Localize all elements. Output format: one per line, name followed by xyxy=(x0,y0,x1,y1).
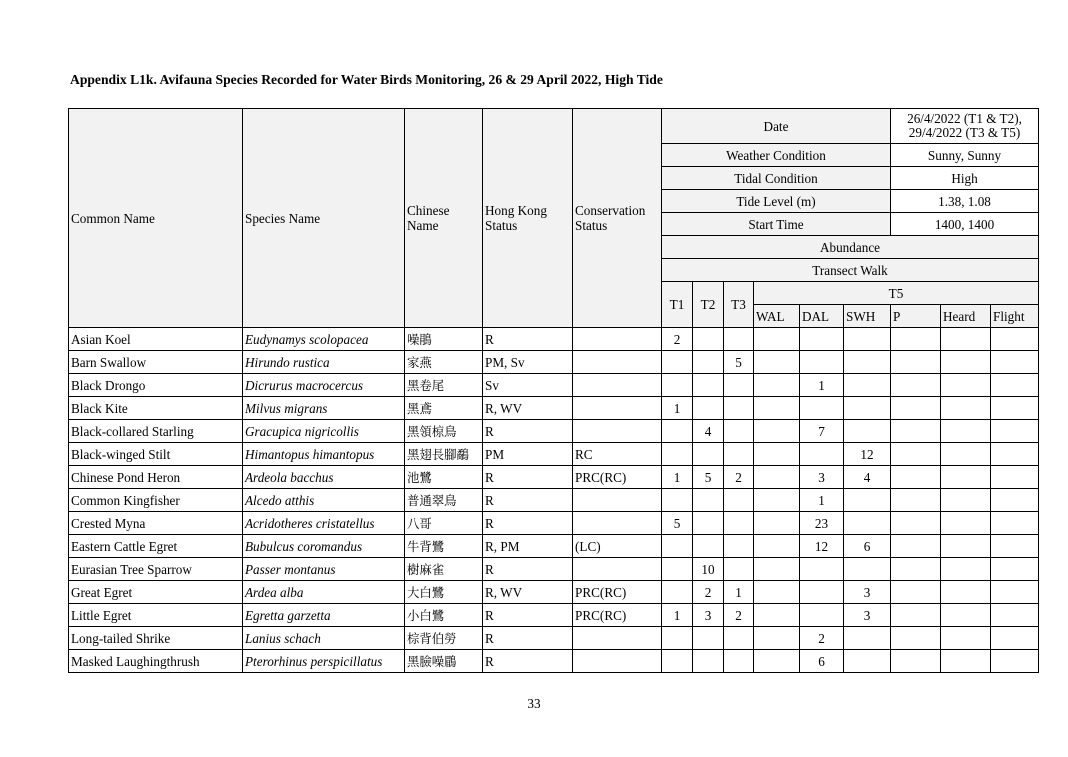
wal-count-cell xyxy=(754,489,800,512)
wal-count-cell xyxy=(754,466,800,489)
t1-count-cell xyxy=(662,558,693,581)
header-p: P xyxy=(891,305,941,328)
common-name-cell: Long-tailed Shrike xyxy=(69,627,243,650)
species-name-cell: Ardea alba xyxy=(243,581,405,604)
table-row xyxy=(69,443,1039,466)
page-number: 33 xyxy=(527,696,541,711)
p-count-cell xyxy=(891,604,941,627)
heard-count-cell xyxy=(941,374,991,397)
flight-count-cell xyxy=(991,650,1039,673)
conservation-status-cell xyxy=(573,328,662,351)
header-heard: Heard xyxy=(941,305,991,328)
table-row xyxy=(69,650,1039,673)
chinese-name-cell: 黑卷尾 xyxy=(405,374,483,397)
t1-count-cell: 1 xyxy=(662,466,693,489)
t1-count-cell xyxy=(662,650,693,673)
table-row xyxy=(69,604,1039,627)
t2-count-cell: 3 xyxy=(693,604,724,627)
common-name-cell: Masked Laughingthrush xyxy=(69,650,243,673)
hk-status-cell: R xyxy=(483,650,573,673)
t3-count-cell xyxy=(724,558,754,581)
p-count-cell xyxy=(891,397,941,420)
swh-count-cell xyxy=(844,420,891,443)
t1-count-cell xyxy=(662,351,693,374)
t1-count-cell xyxy=(662,489,693,512)
flight-count-cell xyxy=(991,512,1039,535)
table-row xyxy=(69,489,1039,512)
t1-count-cell: 5 xyxy=(662,512,693,535)
t2-count-cell xyxy=(693,351,724,374)
header-t1: T1 xyxy=(662,282,693,328)
t2-count-cell xyxy=(693,374,724,397)
species-name-cell: Milvus migrans xyxy=(243,397,405,420)
conservation-status-cell: RC xyxy=(573,443,662,466)
t2-count-cell xyxy=(693,627,724,650)
hk-status-cell: R xyxy=(483,328,573,351)
chinese-name-cell: 牛背鷺 xyxy=(405,535,483,558)
t2-count-cell: 2 xyxy=(693,581,724,604)
wal-count-cell xyxy=(754,443,800,466)
chinese-name-cell: 普通翠鳥 xyxy=(405,489,483,512)
flight-count-cell xyxy=(991,627,1039,650)
common-name-cell: Asian Koel xyxy=(69,328,243,351)
species-name-cell: Passer montanus xyxy=(243,558,405,581)
chinese-name-cell: 小白鷺 xyxy=(405,604,483,627)
header-t3: T3 xyxy=(724,282,754,328)
conservation-status-cell xyxy=(573,489,662,512)
hk-status-cell: PM, Sv xyxy=(483,351,573,374)
swh-count-cell xyxy=(844,397,891,420)
t2-count-cell: 10 xyxy=(693,558,724,581)
species-name-cell: Ardeola bacchus xyxy=(243,466,405,489)
species-name-cell: Pterorhinus perspicillatus xyxy=(243,650,405,673)
dal-count-cell: 12 xyxy=(800,535,844,558)
flight-count-cell xyxy=(991,328,1039,351)
header-date-label: Date xyxy=(662,109,891,144)
wal-count-cell xyxy=(754,328,800,351)
t3-count-cell: 5 xyxy=(724,351,754,374)
dal-count-cell xyxy=(800,328,844,351)
header-chinese-name: Chinese Name xyxy=(405,109,483,328)
wal-count-cell xyxy=(754,627,800,650)
t3-count-cell xyxy=(724,420,754,443)
dal-count-cell: 1 xyxy=(800,489,844,512)
heard-count-cell xyxy=(941,650,991,673)
swh-count-cell: 6 xyxy=(844,535,891,558)
common-name-cell: Little Egret xyxy=(69,604,243,627)
heard-count-cell xyxy=(941,604,991,627)
heard-count-cell xyxy=(941,558,991,581)
t1-count-cell xyxy=(662,443,693,466)
wal-count-cell xyxy=(754,351,800,374)
p-count-cell xyxy=(891,627,941,650)
dal-count-cell: 23 xyxy=(800,512,844,535)
flight-count-cell xyxy=(991,604,1039,627)
header-abundance: Abundance xyxy=(662,236,1039,259)
dal-count-cell xyxy=(800,558,844,581)
species-name-cell: Himantopus himantopus xyxy=(243,443,405,466)
dal-count-cell: 2 xyxy=(800,627,844,650)
hk-status-cell: R, PM xyxy=(483,535,573,558)
table-row xyxy=(69,397,1039,420)
table-row xyxy=(69,627,1039,650)
chinese-name-cell: 黑翅長腳鷸 xyxy=(405,443,483,466)
header-conservation-status: Conservation Status xyxy=(573,109,662,328)
p-count-cell xyxy=(891,420,941,443)
header-tide-level-label: Tide Level (m) xyxy=(662,190,891,213)
t3-count-cell xyxy=(724,397,754,420)
common-name-cell: Eastern Cattle Egret xyxy=(69,535,243,558)
conservation-status-cell xyxy=(573,627,662,650)
species-name-cell: Gracupica nigricollis xyxy=(243,420,405,443)
wal-count-cell xyxy=(754,535,800,558)
common-name-cell: Black Kite xyxy=(69,397,243,420)
flight-count-cell xyxy=(991,558,1039,581)
heard-count-cell xyxy=(941,397,991,420)
t3-count-cell xyxy=(724,627,754,650)
species-table xyxy=(68,108,1039,673)
common-name-cell: Black-winged Stilt xyxy=(69,443,243,466)
t1-count-cell xyxy=(662,420,693,443)
header-t2: T2 xyxy=(693,282,724,328)
conservation-status-cell: PRC(RC) xyxy=(573,466,662,489)
wal-count-cell xyxy=(754,374,800,397)
hk-status-cell: R xyxy=(483,627,573,650)
wal-count-cell xyxy=(754,581,800,604)
chinese-name-cell: 黑臉噪鶥 xyxy=(405,650,483,673)
table-row xyxy=(69,558,1039,581)
table-row xyxy=(69,512,1039,535)
header-t5: T5 xyxy=(754,282,1039,305)
t3-count-cell: 2 xyxy=(724,466,754,489)
conservation-status-cell xyxy=(573,397,662,420)
chinese-name-cell: 八哥 xyxy=(405,512,483,535)
p-count-cell xyxy=(891,581,941,604)
header-transect-walk: Transect Walk xyxy=(662,259,1039,282)
hk-status-cell: R xyxy=(483,512,573,535)
heard-count-cell xyxy=(941,420,991,443)
chinese-name-cell: 家燕 xyxy=(405,351,483,374)
dal-count-cell xyxy=(800,443,844,466)
conservation-status-cell: PRC(RC) xyxy=(573,604,662,627)
heard-count-cell xyxy=(941,627,991,650)
t1-count-cell: 1 xyxy=(662,604,693,627)
header-species-name: Species Name xyxy=(243,109,405,328)
swh-count-cell xyxy=(844,558,891,581)
hk-status-cell: R xyxy=(483,558,573,581)
header-start-time-value: 1400, 1400 xyxy=(891,213,1039,236)
p-count-cell xyxy=(891,328,941,351)
swh-count-cell xyxy=(844,489,891,512)
species-name-cell: Acridotheres cristatellus xyxy=(243,512,405,535)
header-wal: WAL xyxy=(754,305,800,328)
dal-count-cell xyxy=(800,397,844,420)
conservation-status-cell xyxy=(573,351,662,374)
header-hk-status: Hong Kong Status xyxy=(483,109,573,328)
p-count-cell xyxy=(891,466,941,489)
header-start-time-label: Start Time xyxy=(662,213,891,236)
swh-count-cell xyxy=(844,328,891,351)
table-row xyxy=(69,466,1039,489)
header-tidal-label: Tidal Condition xyxy=(662,167,891,190)
t2-count-cell xyxy=(693,489,724,512)
table-row xyxy=(69,420,1039,443)
common-name-cell: Crested Myna xyxy=(69,512,243,535)
species-rows xyxy=(69,328,1039,673)
header-tide-level-value: 1.38, 1.08 xyxy=(891,190,1039,213)
header-swh: SWH xyxy=(844,305,891,328)
swh-count-cell: 3 xyxy=(844,581,891,604)
t2-count-cell xyxy=(693,650,724,673)
hk-status-cell: PM xyxy=(483,443,573,466)
flight-count-cell xyxy=(991,374,1039,397)
header-tidal-value: High xyxy=(891,167,1039,190)
t2-count-cell xyxy=(693,443,724,466)
hk-status-cell: R, WV xyxy=(483,581,573,604)
heard-count-cell xyxy=(941,466,991,489)
header-flight: Flight xyxy=(991,305,1039,328)
dal-count-cell xyxy=(800,581,844,604)
t2-count-cell: 4 xyxy=(693,420,724,443)
chinese-name-cell: 黑鳶 xyxy=(405,397,483,420)
heard-count-cell xyxy=(941,581,991,604)
common-name-cell: Black Drongo xyxy=(69,374,243,397)
t1-count-cell xyxy=(662,581,693,604)
t3-count-cell xyxy=(724,512,754,535)
hk-status-cell: R, WV xyxy=(483,397,573,420)
t3-count-cell xyxy=(724,374,754,397)
p-count-cell xyxy=(891,374,941,397)
t2-count-cell xyxy=(693,397,724,420)
p-count-cell xyxy=(891,489,941,512)
flight-count-cell xyxy=(991,489,1039,512)
chinese-name-cell: 樹麻雀 xyxy=(405,558,483,581)
hk-status-cell: R xyxy=(483,604,573,627)
wal-count-cell xyxy=(754,558,800,581)
header-weather-value: Sunny, Sunny xyxy=(891,144,1039,167)
t1-count-cell xyxy=(662,374,693,397)
species-name-cell: Hirundo rustica xyxy=(243,351,405,374)
header-common-name: Common Name xyxy=(69,109,243,328)
p-count-cell xyxy=(891,535,941,558)
flight-count-cell xyxy=(991,466,1039,489)
dal-count-cell: 1 xyxy=(800,374,844,397)
heard-count-cell xyxy=(941,351,991,374)
header-dal: DAL xyxy=(800,305,844,328)
heard-count-cell xyxy=(941,535,991,558)
conservation-status-cell xyxy=(573,558,662,581)
t3-count-cell xyxy=(724,650,754,673)
p-count-cell xyxy=(891,558,941,581)
table-row xyxy=(69,535,1039,558)
heard-count-cell xyxy=(941,443,991,466)
swh-count-cell xyxy=(844,351,891,374)
swh-count-cell: 12 xyxy=(844,443,891,466)
t2-count-cell xyxy=(693,535,724,558)
swh-count-cell xyxy=(844,512,891,535)
p-count-cell xyxy=(891,512,941,535)
table-row xyxy=(69,581,1039,604)
chinese-name-cell: 棕背伯勞 xyxy=(405,627,483,650)
heard-count-cell xyxy=(941,489,991,512)
hk-status-cell: R xyxy=(483,466,573,489)
table-row xyxy=(69,328,1039,351)
dal-count-cell xyxy=(800,604,844,627)
hk-status-cell: R xyxy=(483,420,573,443)
dal-count-cell: 6 xyxy=(800,650,844,673)
t2-count-cell: 5 xyxy=(693,466,724,489)
conservation-status-cell xyxy=(573,512,662,535)
t2-count-cell xyxy=(693,328,724,351)
flight-count-cell xyxy=(991,535,1039,558)
flight-count-cell xyxy=(991,397,1039,420)
swh-count-cell xyxy=(844,374,891,397)
header-date-value: 26/4/2022 (T1 & T2), 29/4/2022 (T3 & T5) xyxy=(891,109,1039,144)
common-name-cell: Chinese Pond Heron xyxy=(69,466,243,489)
t1-count-cell: 2 xyxy=(662,328,693,351)
t1-count-cell xyxy=(662,627,693,650)
header-weather-label: Weather Condition xyxy=(662,144,891,167)
table-row xyxy=(69,374,1039,397)
flight-count-cell xyxy=(991,581,1039,604)
species-name-cell: Lanius schach xyxy=(243,627,405,650)
swh-count-cell: 4 xyxy=(844,466,891,489)
species-name-cell: Bubulcus coromandus xyxy=(243,535,405,558)
common-name-cell: Great Egret xyxy=(69,581,243,604)
swh-count-cell: 3 xyxy=(844,604,891,627)
chinese-name-cell: 噪鵑 xyxy=(405,328,483,351)
conservation-status-cell: PRC(RC) xyxy=(573,581,662,604)
t3-count-cell xyxy=(724,328,754,351)
table-row xyxy=(69,351,1039,374)
t3-count-cell: 1 xyxy=(724,581,754,604)
species-name-cell: Alcedo atthis xyxy=(243,489,405,512)
dal-count-cell: 7 xyxy=(800,420,844,443)
common-name-cell: Eurasian Tree Sparrow xyxy=(69,558,243,581)
wal-count-cell xyxy=(754,420,800,443)
heard-count-cell xyxy=(941,512,991,535)
p-count-cell xyxy=(891,351,941,374)
swh-count-cell xyxy=(844,627,891,650)
wal-count-cell xyxy=(754,512,800,535)
wal-count-cell xyxy=(754,650,800,673)
hk-status-cell: Sv xyxy=(483,374,573,397)
page-title: Appendix L1k. Avifauna Species Recorded for Water Birds Monitoring, 26 & 29 April 2022, High Tide xyxy=(70,72,663,87)
wal-count-cell xyxy=(754,604,800,627)
chinese-name-cell: 大白鷺 xyxy=(405,581,483,604)
species-name-cell: Eudynamys scolopacea xyxy=(243,328,405,351)
flight-count-cell xyxy=(991,420,1039,443)
common-name-cell: Black-collared Starling xyxy=(69,420,243,443)
hk-status-cell: R xyxy=(483,489,573,512)
t3-count-cell: 2 xyxy=(724,604,754,627)
t1-count-cell xyxy=(662,535,693,558)
conservation-status-cell: (LC) xyxy=(573,535,662,558)
flight-count-cell xyxy=(991,443,1039,466)
common-name-cell: Common Kingfisher xyxy=(69,489,243,512)
flight-count-cell xyxy=(991,351,1039,374)
species-name-cell: Egretta garzetta xyxy=(243,604,405,627)
wal-count-cell xyxy=(754,397,800,420)
conservation-status-cell xyxy=(573,374,662,397)
conservation-status-cell xyxy=(573,420,662,443)
t3-count-cell xyxy=(724,443,754,466)
dal-count-cell xyxy=(800,351,844,374)
conservation-status-cell xyxy=(573,650,662,673)
chinese-name-cell: 池鷺 xyxy=(405,466,483,489)
chinese-name-cell: 黑領椋鳥 xyxy=(405,420,483,443)
dal-count-cell: 3 xyxy=(800,466,844,489)
p-count-cell xyxy=(891,650,941,673)
t3-count-cell xyxy=(724,535,754,558)
t1-count-cell: 1 xyxy=(662,397,693,420)
common-name-cell: Barn Swallow xyxy=(69,351,243,374)
species-name-cell: Dicrurus macrocercus xyxy=(243,374,405,397)
t3-count-cell xyxy=(724,489,754,512)
p-count-cell xyxy=(891,443,941,466)
swh-count-cell xyxy=(844,650,891,673)
t2-count-cell xyxy=(693,512,724,535)
heard-count-cell xyxy=(941,328,991,351)
